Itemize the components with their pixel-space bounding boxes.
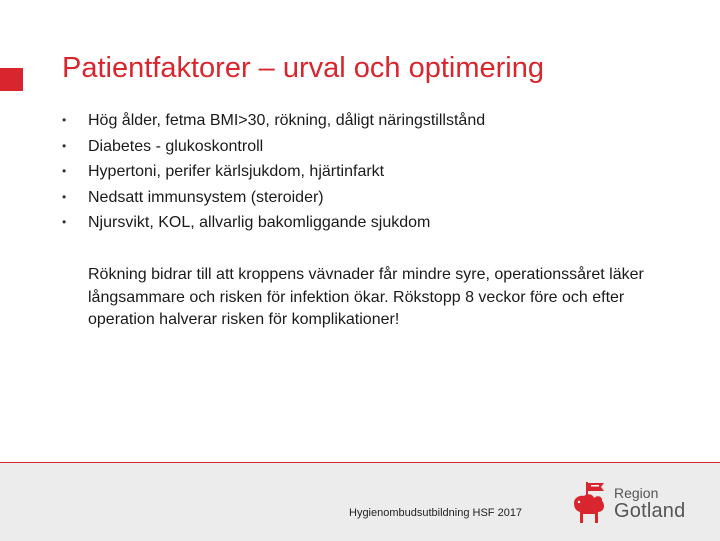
bullet-text: Hög ålder, fetma BMI>30, rökning, dåligt näringstillstånd [88, 112, 486, 129]
bullet-text: Nedsatt immunsystem (steroider) [88, 188, 324, 206]
bullet-text: Njursvikt, KOL, allvarlig bakomliggande sjukdom [88, 214, 431, 231]
smoking-paragraph: Rökning bidrar till att kroppens vävnader får mindre syre, operationssåret läker långsammare och risken för infektion ökar. Rökstopp 8 veckor före och efter operation halverar risken för komplikationer! [88, 266, 644, 328]
bullet-dot: • [62, 138, 67, 153]
bullet-dot: • [62, 164, 67, 178]
accent-square [0, 68, 23, 91]
footer-bar [0, 462, 720, 541]
bullet-dot: • [62, 215, 67, 229]
bullet-text: Hypertoni, perifer kärlsjukdom, hjärtinfarkt [88, 163, 385, 180]
footer-caption: Hygienombudsutbildning HSF 2017 [349, 507, 523, 519]
bullet-dot: • [62, 189, 67, 204]
slide-title: Patientfaktorer – urval och optimering [62, 52, 544, 84]
gotland-ram-icon [570, 481, 610, 527]
bullet-text: Diabetes - glukoskontroll [88, 137, 264, 155]
logo-word-gotland: Gotland [614, 500, 686, 522]
region-gotland-logo [570, 481, 690, 529]
bullet-dot: • [62, 113, 67, 127]
logo-word-region: Region [614, 485, 659, 501]
